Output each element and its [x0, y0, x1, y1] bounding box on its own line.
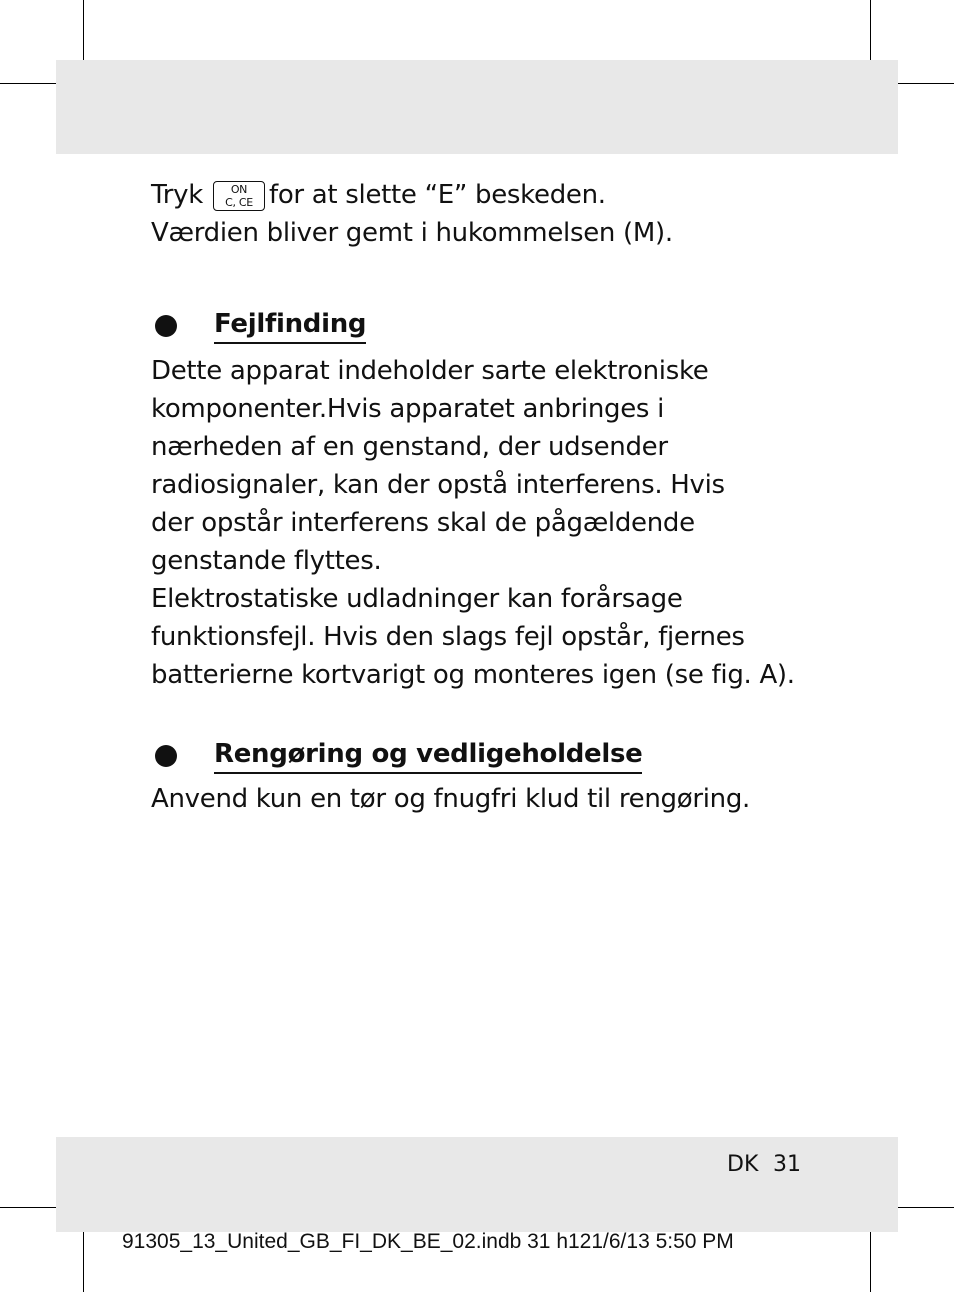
intro-line-2: Værdien bliver gemt i hukommelsen (M).: [151, 218, 673, 248]
paragraph-line: der opstår interferens skal de pågældende: [151, 508, 695, 538]
bullet-icon: [155, 315, 177, 337]
crop-mark: [0, 83, 56, 84]
crop-mark: [898, 83, 954, 84]
header-band: [56, 60, 898, 154]
key-bottom-label: C, CE: [225, 196, 253, 209]
intro-text-after-key: for at slette “E” beskeden.: [268, 180, 606, 210]
crop-mark: [83, 1232, 84, 1292]
page-number: 31: [773, 1152, 801, 1177]
crop-mark: [83, 0, 84, 60]
on-c-ce-key-icon: [213, 181, 265, 211]
intro-paragraph: [151, 176, 831, 252]
paragraph-line: batterierne kortvarigt og monteres igen (se fig. A).: [151, 660, 795, 690]
paragraph-line: komponenter.Hvis apparatet anbringes i: [151, 394, 665, 424]
heading-text: Fejlfinding: [214, 308, 366, 344]
heading-text: Rengøring og vedligeholdelse: [214, 738, 642, 774]
intro-text-before-key: Tryk: [151, 180, 203, 210]
crop-mark: [0, 1207, 56, 1208]
paragraph-line: radiosignaler, kan der opstå interferens. Hvis: [151, 470, 725, 500]
page-content: [151, 176, 831, 818]
paragraph-line: Elektrostatiske udladninger kan forårsage: [151, 584, 683, 614]
print-slug: 91305_13_United_GB_FI_DK_BE_02.indb 31 h121/6/13 5:50 PM: [122, 1230, 734, 1253]
section-heading-troubleshooting: [151, 308, 831, 348]
key-top-label: ON: [230, 183, 248, 196]
paragraph-line: funktionsfejl. Hvis den slags fejl opstår, fjernes: [151, 622, 745, 652]
troubleshooting-paragraph: [151, 352, 831, 694]
paragraph-line: Anvend kun en tør og fnugfri klud til rengøring.: [151, 784, 750, 814]
paragraph-line: Dette apparat indeholder sarte elektroniske: [151, 356, 709, 386]
paragraph-line: genstande flyttes.: [151, 546, 382, 576]
bullet-icon: [155, 745, 177, 767]
cleaning-paragraph: [151, 780, 831, 818]
footer-band: [56, 1137, 898, 1232]
crop-mark: [898, 1207, 954, 1208]
language-label: DK: [727, 1152, 759, 1177]
intro-line-1: [151, 176, 831, 214]
crop-mark: [870, 0, 871, 60]
crop-mark: [870, 1232, 871, 1292]
paragraph-line: nærheden af en genstand, der udsender: [151, 432, 668, 462]
section-heading-cleaning: [151, 738, 831, 778]
